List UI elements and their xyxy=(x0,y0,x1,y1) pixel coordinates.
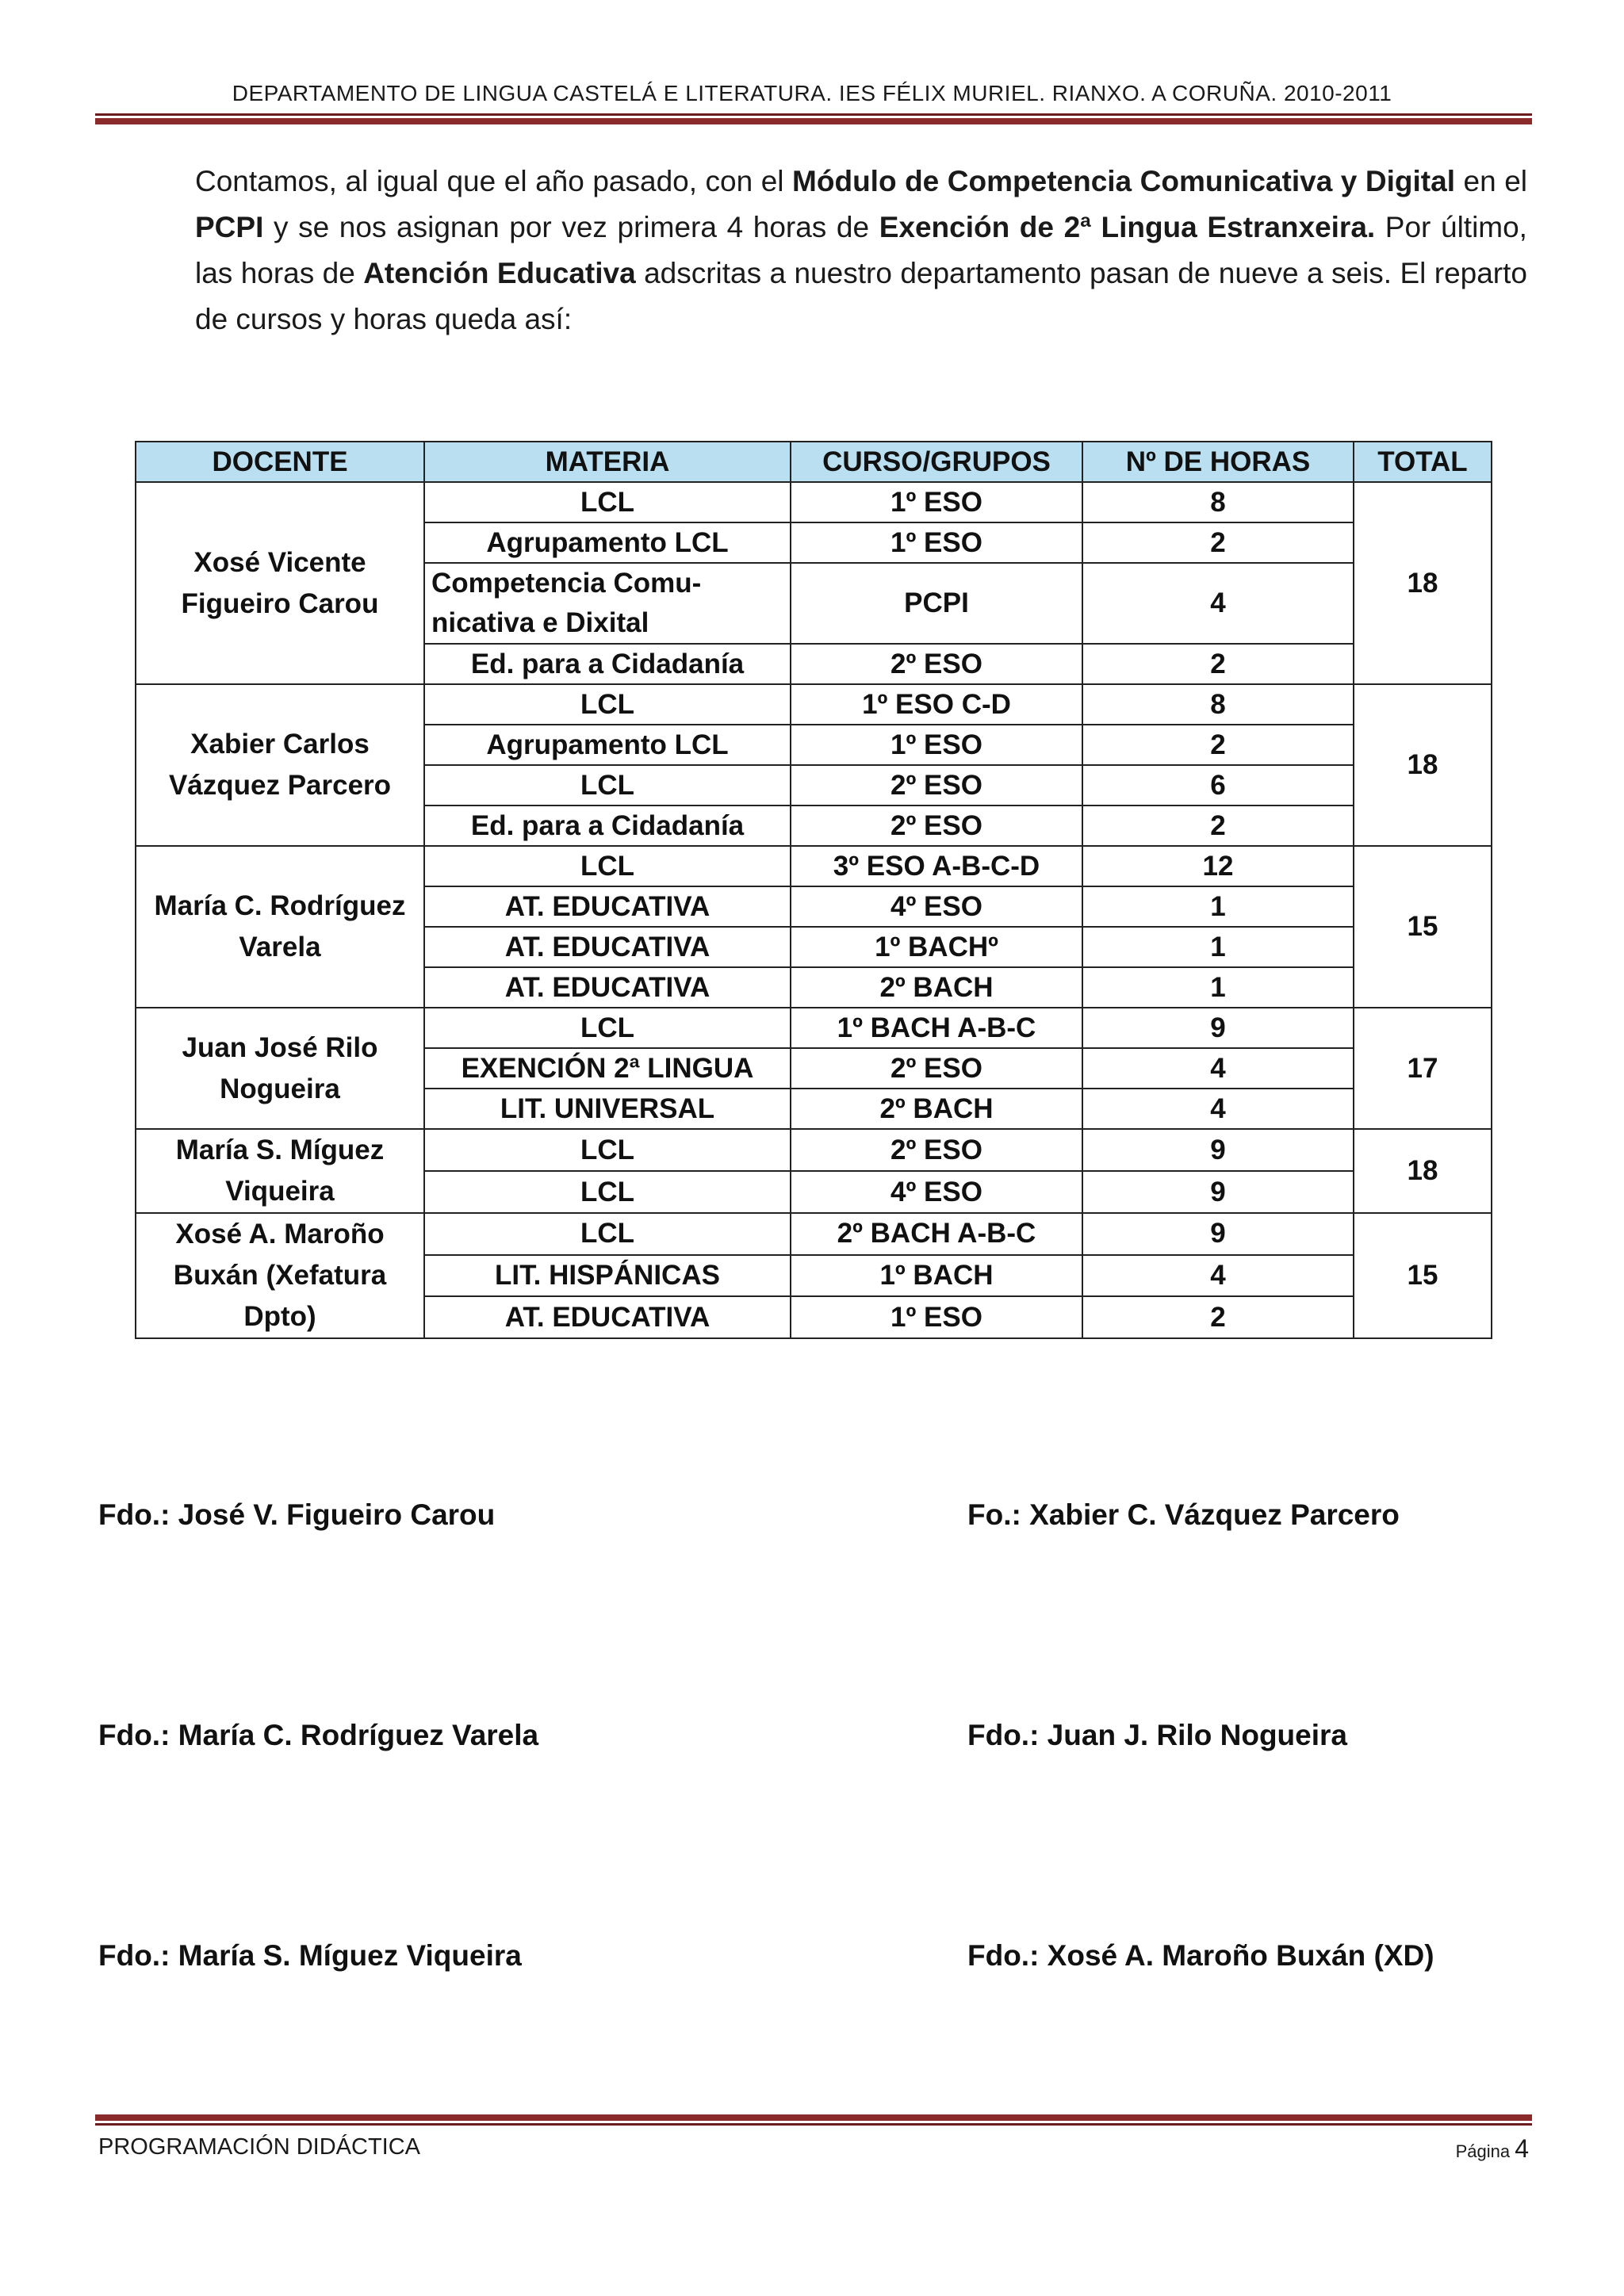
table-header-row xyxy=(136,442,1492,482)
total-cell: 15 xyxy=(1354,1213,1492,1338)
curso-cell: 1º BACHº xyxy=(791,927,1082,967)
materia-cell: AT. EDUCATIVA xyxy=(424,886,791,927)
footer-title: PROGRAMACIÓN DIDÁCTICA xyxy=(98,2134,421,2160)
curso-cell: 1º BACH A-B-C xyxy=(791,1008,1082,1048)
table-row xyxy=(136,1008,1492,1048)
signature-miguez: Fdo.: María S. Míguez Viqueira xyxy=(98,1939,522,1972)
docente-cell: María S. Míguez Viqueira xyxy=(136,1129,424,1213)
materia-cell: LIT. HISPÁNICAS xyxy=(424,1255,791,1297)
horas-cell: 6 xyxy=(1082,765,1354,806)
curso-cell: 2º BACH xyxy=(791,1089,1082,1129)
materia-cell: LCL xyxy=(424,1129,791,1171)
intro-text-2: en el xyxy=(1454,165,1527,197)
horas-cell: 9 xyxy=(1082,1008,1354,1048)
intro-bold-1: Módulo de Competencia Comunicativa y Digital xyxy=(792,165,1455,197)
page-label: Página xyxy=(1455,2141,1511,2161)
signature-figueiro: Fdo.: José V. Figueiro Carou xyxy=(98,1498,496,1531)
header-rule-thin xyxy=(95,113,1532,116)
materia-cell: Agrupamento LCL xyxy=(424,522,791,563)
header-docente: DOCENTE xyxy=(136,442,424,482)
intro-text-5: adscritas a nuestro departamento pasan de nueve a seis. El reparto de cursos y horas queda así: xyxy=(195,257,1527,335)
footer-rule-thick xyxy=(95,2114,1532,2121)
header-rule-thick xyxy=(95,118,1532,124)
horas-cell: 2 xyxy=(1082,522,1354,563)
signature-vazquez: Fo.: Xabier C. Vázquez Parcero xyxy=(967,1498,1400,1531)
signature-rilo: Fdo.: Juan J. Rilo Nogueira xyxy=(967,1719,1347,1751)
curso-cell: 1º ESO C-D xyxy=(791,684,1082,725)
intro-text-3: y se nos asignan por vez primera 4 horas de xyxy=(263,211,879,243)
curso-cell: 4º ESO xyxy=(791,886,1082,927)
curso-cell: PCPI xyxy=(791,563,1082,644)
materia-cell: Competencia Comu-nicativa e Dixital xyxy=(424,563,791,644)
materia-cell: AT. EDUCATIVA xyxy=(424,967,791,1008)
horas-cell: 8 xyxy=(1082,482,1354,522)
horas-cell: 9 xyxy=(1082,1129,1354,1171)
header-curso-grupos: CURSO/GRUPOS xyxy=(791,442,1082,482)
curso-cell: 2º ESO xyxy=(791,806,1082,846)
materia-cell: LCL xyxy=(424,1171,791,1213)
intro-bold-3: Exención de 2ª Lingua Estranxeira. xyxy=(879,211,1376,243)
horas-cell: 1 xyxy=(1082,927,1354,967)
horas-cell: 2 xyxy=(1082,644,1354,684)
curso-cell: 1º ESO xyxy=(791,522,1082,563)
page-number: 4 xyxy=(1515,2134,1529,2163)
curso-cell: 2º BACH xyxy=(791,967,1082,1008)
horas-cell: 2 xyxy=(1082,806,1354,846)
curso-cell: 2º BACH A-B-C xyxy=(791,1213,1082,1255)
materia-cell: LIT. UNIVERSAL xyxy=(424,1089,791,1129)
curso-cell: 2º ESO xyxy=(791,1129,1082,1171)
horas-cell: 1 xyxy=(1082,967,1354,1008)
signature-rodriguez: Fdo.: María C. Rodríguez Varela xyxy=(98,1719,539,1751)
materia-cell: LCL xyxy=(424,684,791,725)
docente-cell: Xosé Vicente Figueiro Carou xyxy=(136,482,424,684)
intro-text-1: Contamos, al igual que el año pasado, con el xyxy=(195,165,793,197)
signature-marono: Fdo.: Xosé A. Maroño Buxán (XD) xyxy=(967,1939,1434,1972)
materia-cell: Ed. para a Cidadanía xyxy=(424,806,791,846)
footer-rule-thin xyxy=(95,2123,1532,2126)
horas-cell: 12 xyxy=(1082,846,1354,886)
table-row xyxy=(136,684,1492,725)
materia-cell: LCL xyxy=(424,765,791,806)
running-header: DEPARTAMENTO DE LINGUA CASTELÁ E LITERATURA. IES FÉLIX MURIEL. RIANXO. A CORUÑA. 2010-2011 xyxy=(232,81,1392,105)
page-number-block xyxy=(1456,2134,1529,2164)
curso-cell: 1º ESO xyxy=(791,725,1082,765)
materia-cell: LCL xyxy=(424,482,791,522)
horas-cell: 4 xyxy=(1082,1048,1354,1089)
curso-cell: 2º ESO xyxy=(791,1048,1082,1089)
header-horas: Nº DE HORAS xyxy=(1082,442,1354,482)
table-row xyxy=(136,482,1492,522)
total-cell: 18 xyxy=(1354,684,1492,846)
materia-cell: LCL xyxy=(424,846,791,886)
materia-cell: AT. EDUCATIVA xyxy=(424,927,791,967)
materia-cell: EXENCIÓN 2ª LINGUA xyxy=(424,1048,791,1089)
total-cell: 15 xyxy=(1354,846,1492,1008)
header-total: TOTAL xyxy=(1354,442,1492,482)
header-materia: MATERIA xyxy=(424,442,791,482)
materia-cell: Ed. para a Cidadanía xyxy=(424,644,791,684)
horas-cell: 9 xyxy=(1082,1171,1354,1213)
teaching-hours-table xyxy=(135,441,1492,1339)
horas-cell: 1 xyxy=(1082,886,1354,927)
horas-cell: 4 xyxy=(1082,1255,1354,1297)
curso-cell: 1º ESO xyxy=(791,1296,1082,1338)
total-cell: 18 xyxy=(1354,1129,1492,1213)
docente-cell: Xosé A. Maroño Buxán (Xefatura Dpto) xyxy=(136,1213,424,1338)
horas-cell: 9 xyxy=(1082,1213,1354,1255)
docente-cell: Juan José Rilo Nogueira xyxy=(136,1008,424,1129)
materia-cell: AT. EDUCATIVA xyxy=(424,1296,791,1338)
intro-text-4: Por último, las horas de xyxy=(195,211,1527,289)
table-row xyxy=(136,1213,1492,1255)
docente-cell: María C. Rodríguez Varela xyxy=(136,846,424,1008)
intro-paragraph xyxy=(195,159,1527,342)
horas-cell: 8 xyxy=(1082,684,1354,725)
curso-cell: 2º ESO xyxy=(791,765,1082,806)
table-row xyxy=(136,1129,1492,1171)
curso-cell: 4º ESO xyxy=(791,1171,1082,1213)
curso-cell: 1º BACH xyxy=(791,1255,1082,1297)
materia-cell: LCL xyxy=(424,1213,791,1255)
curso-cell: 1º ESO xyxy=(791,482,1082,522)
docente-cell: Xabier Carlos Vázquez Parcero xyxy=(136,684,424,846)
intro-bold-2: PCPI xyxy=(195,211,264,243)
horas-cell: 2 xyxy=(1082,1296,1354,1338)
curso-cell: 3º ESO A-B-C-D xyxy=(791,846,1082,886)
table-row xyxy=(136,846,1492,886)
total-cell: 18 xyxy=(1354,482,1492,684)
curso-cell: 2º ESO xyxy=(791,644,1082,684)
total-cell: 17 xyxy=(1354,1008,1492,1129)
horas-cell: 2 xyxy=(1082,725,1354,765)
materia-cell: Agrupamento LCL xyxy=(424,725,791,765)
horas-cell: 4 xyxy=(1082,563,1354,644)
materia-cell: LCL xyxy=(424,1008,791,1048)
horas-cell: 4 xyxy=(1082,1089,1354,1129)
intro-bold-4: Atención Educativa xyxy=(363,257,636,289)
